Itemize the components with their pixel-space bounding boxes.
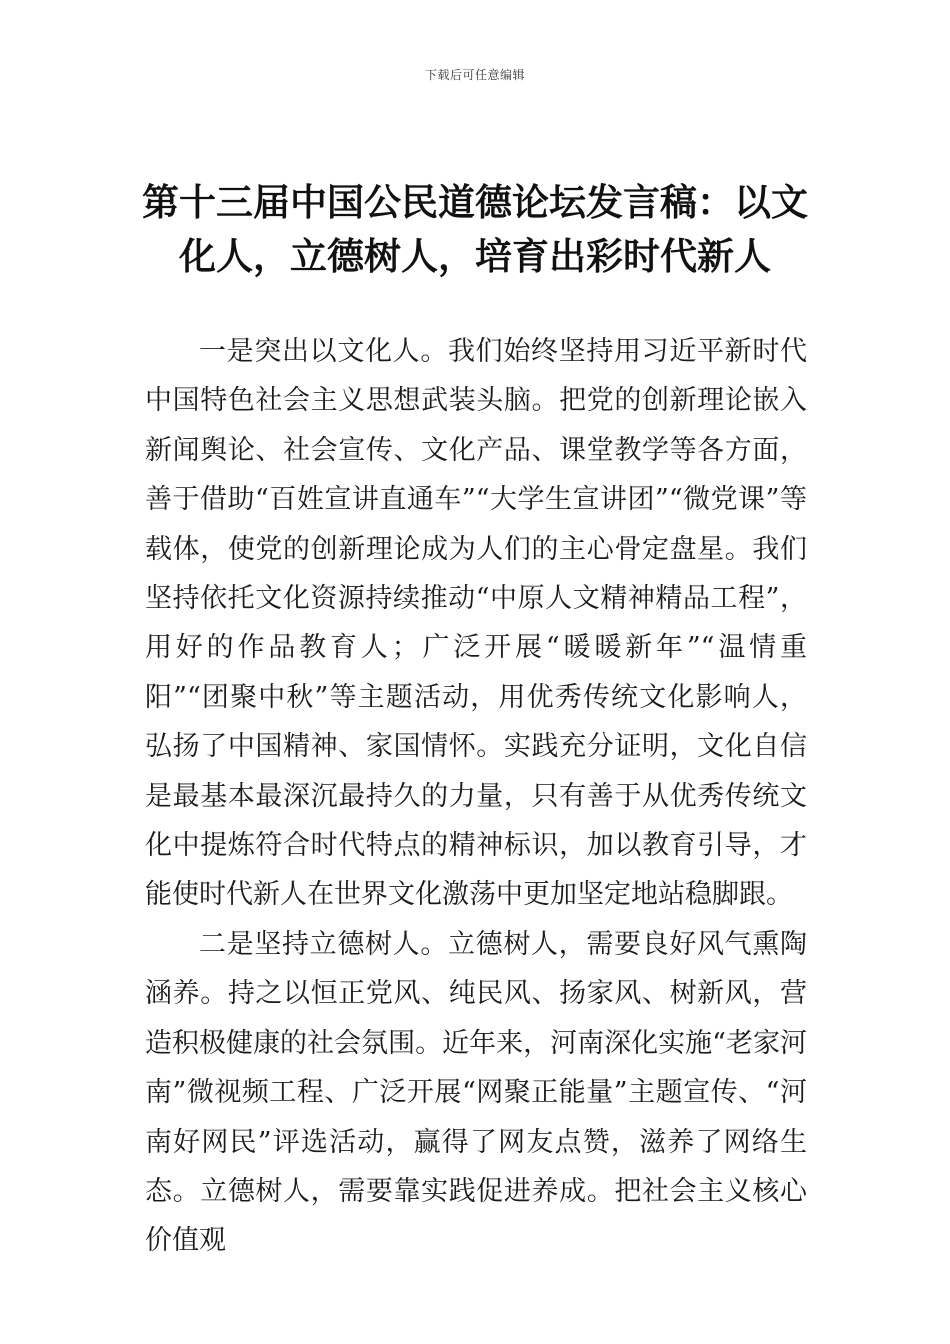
body-paragraph-1: 一是突出以文化人。我们始终坚持用习近平新时代中国特色社会主义思想武装头脑。把党的创新理论嵌入新闻舆论、社会宣传、文化产品、课堂教学等各方面，善于借助“百姓宣讲直通车”“大学生宣讲团”“微党课”等载体，使党的创新理论成为人们的主心骨定盘星。我们坚持依托文化资源持续推动“中原人文精神精品工程”，用好的作品教育人；广泛开展“暖暖新年”“温情重阳”“团聚中秋”等主题活动，用优秀传统文化影响人，弘扬了中国精神、家国情怀。实践充分证明，文化自信是最基本最深沉最持久的力量，只有善于从优秀传统文化中提炼符合时代特点的精神标识，加以教育引导，才能使时代新人在世界文化激荡中更加坚定地站稳脚跟。 xyxy=(145,336,807,911)
body-paragraph-2: 二是坚持立德树人。立德树人，需要良好风气熏陶涵养。持之以恒正党风、纯民风、扬家风、树新风，营造积极健康的社会氛围。近年来，河南深化实施“老家河南”微视频工程、广泛开展“网聚正能量”主题宣传、“河南好网民”评选活动，赢得了网友点赞，滋养了网络生态。立德树人，需要靠实践促进养成。把社会主义核心价值观 xyxy=(145,928,807,1257)
page-header-note: 下载后可任意编辑 xyxy=(424,68,525,82)
document-title: 第十三届中国公民道德论坛发言稿：以文化人，立德树人，培育出彩时代新人 xyxy=(142,181,808,278)
document-body xyxy=(145,327,807,1266)
